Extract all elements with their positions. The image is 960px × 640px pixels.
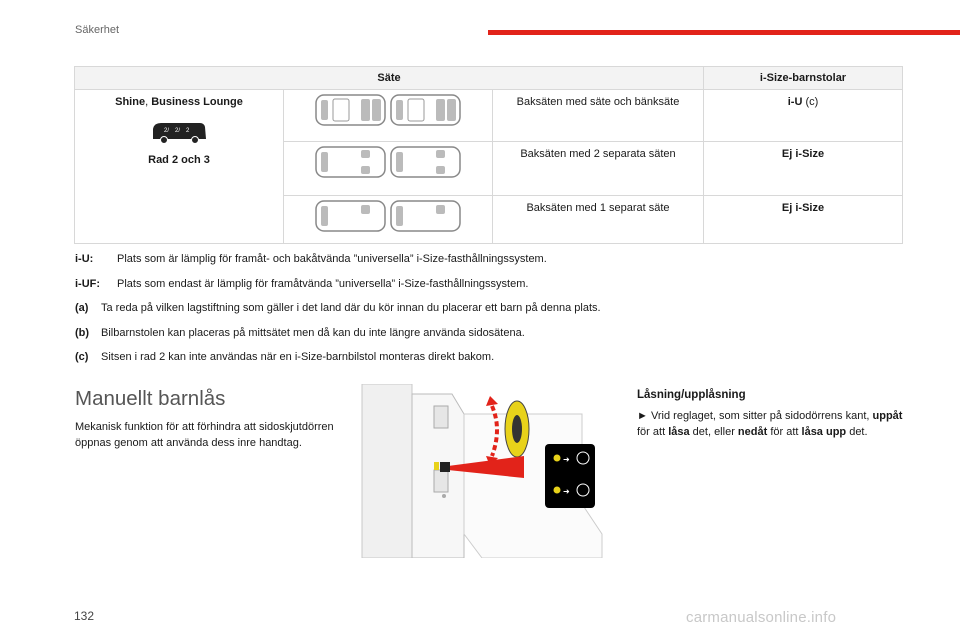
watermark: carmanualsonline.info bbox=[686, 609, 837, 626]
note-b: (b) Bilbarnstolen kan placeras på mittsätet men då kan du inte längre använda sidosätena. bbox=[75, 326, 525, 339]
seat-layout-cell bbox=[284, 90, 493, 142]
seat-description: Baksäten med 1 separat säte bbox=[493, 196, 704, 244]
section-label: Säkerhet bbox=[75, 24, 120, 36]
van-side-icon bbox=[150, 120, 208, 144]
isize-note: (c) bbox=[805, 96, 819, 108]
isize-seat-table bbox=[74, 66, 903, 244]
note-iuf: i-UF: Plats som endast är lämplig för framåtvända ”universella” i-Size-fasthållningssystem. bbox=[75, 277, 529, 290]
isize-value: Ej i-Size bbox=[704, 196, 903, 244]
table-row bbox=[75, 90, 903, 142]
note-a: (a) Ta reda på vilken lagstiftning som gäller i det land där du kör innan du placerar ett barn på denna plats. bbox=[75, 302, 601, 314]
instruction-text: ► Vrid reglaget, som sitter på sidodörrens kant, uppåt för att låsa det, eller nedåt för att låsa upp det. bbox=[637, 410, 903, 438]
model-cell bbox=[75, 90, 284, 244]
model-sep: , bbox=[145, 96, 152, 108]
svg-text:2/: 2/ bbox=[164, 128, 170, 134]
table-header-row bbox=[75, 67, 903, 90]
isize-value: Ej i-Size bbox=[704, 142, 903, 196]
seat-layout-cell bbox=[284, 142, 493, 196]
model-shine: Shine bbox=[115, 96, 146, 108]
subsection-title: Låsning/upplåsning bbox=[637, 389, 746, 401]
seat-layout-two-seats-icon bbox=[313, 142, 463, 182]
child-lock-illustration bbox=[352, 384, 614, 558]
model-names bbox=[76, 96, 282, 108]
note-c: (c) Sitsen i rad 2 kan inte användas när en i-Size-barnbilstol monteras direkt bakom. bbox=[75, 351, 495, 363]
seat-description: Baksäten med 2 separata säten bbox=[493, 142, 704, 196]
isize-value bbox=[704, 90, 903, 142]
row-label: Rad 2 och 3 bbox=[148, 154, 210, 166]
svg-text:➜: ➜ bbox=[563, 455, 570, 464]
header-seat: Säte bbox=[75, 67, 704, 90]
header-isize: i-Size-barnstolar bbox=[704, 67, 903, 90]
section-intro: Mekanisk funktion för att förhindra att sidoskjutdörren öppnas genom att använda dess inre handtag. bbox=[75, 421, 334, 449]
svg-text:➜: ➜ bbox=[563, 487, 570, 496]
seat-description: Baksäten med säte och bänksäte bbox=[493, 90, 704, 142]
seat-layout-bench-icon bbox=[313, 90, 463, 130]
legend-notes bbox=[75, 253, 905, 376]
svg-text:2: 2 bbox=[186, 128, 190, 134]
page-number: 132 bbox=[74, 609, 95, 623]
seat-layout-cell bbox=[284, 196, 493, 244]
model-business-lounge: Business Lounge bbox=[151, 96, 243, 108]
isize-code: i-U bbox=[787, 96, 803, 108]
note-iu: i-U: Plats som är lämplig för framåt- och bakåtvända ”universella” i-Size-fasthållningssystem. bbox=[75, 253, 547, 265]
header-accent-bar bbox=[488, 30, 960, 35]
bullet-icon: ► bbox=[637, 410, 648, 422]
svg-text:2/: 2/ bbox=[175, 128, 181, 134]
section-title: Manuellt barnlås bbox=[75, 387, 226, 410]
seat-layout-one-seat-icon bbox=[313, 196, 463, 236]
